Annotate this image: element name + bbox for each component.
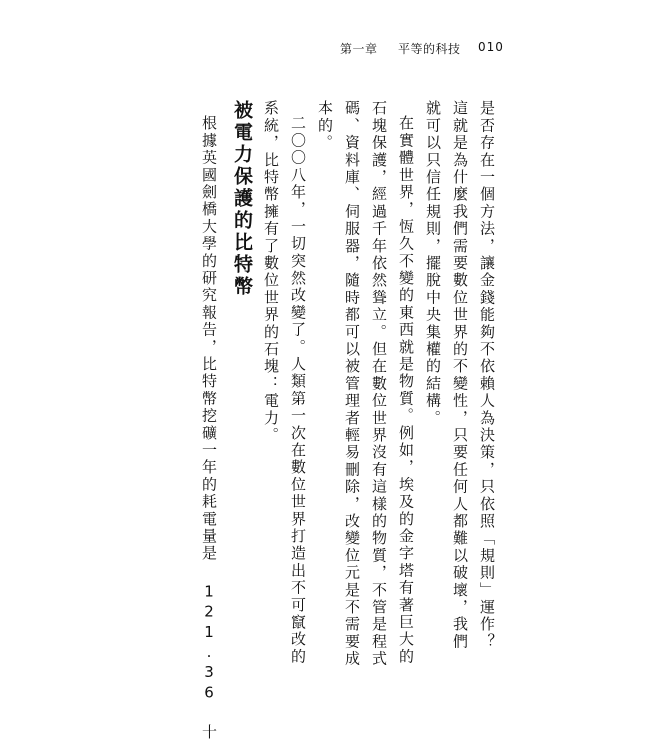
- section-heading: 被電力保護的比特幣: [231, 100, 253, 298]
- page-number: 010: [478, 40, 504, 54]
- running-header: [338, 38, 518, 58]
- text-line: 碼、資料庫、伺服器，隨時都可以被管理者輕易刪除，改變位元是不需要成: [343, 100, 361, 668]
- text-line: 是否存在一個方法，讓金錢能夠不依賴人為決策，只依照「規則」運作？: [478, 100, 496, 651]
- chapter-label: 第一章: [340, 42, 378, 56]
- text-line: 石塊保護，經過千年依然聳立。但在數位世界沒有這樣的物質，不管是程式: [370, 100, 388, 668]
- text-line: 就可以只信任規則，擺脫中央集權的結構。: [424, 100, 442, 427]
- text-line: 在實體世界，恆久不變的東西就是物質。例如，埃及的金字塔有著巨大的: [397, 115, 415, 666]
- text-line: 系統，比特幣擁有了數位世界的石塊：電力。: [262, 100, 280, 444]
- chapter-title: 平等的科技: [398, 42, 461, 56]
- text-line: 本的。: [316, 100, 334, 152]
- text-line: 二〇〇八年，一切突然改變了。人類第一次在數位世界打造出不可竄改的: [289, 115, 307, 666]
- text-line: 這就是為什麼我們需要數位世界的不變性，只要任何人都難以破壞，我們: [451, 100, 469, 651]
- text-line: 根據英國劍橋大學的研究報告，比特幣挖礦一年的耗電量是 121.36 十: [200, 115, 218, 741]
